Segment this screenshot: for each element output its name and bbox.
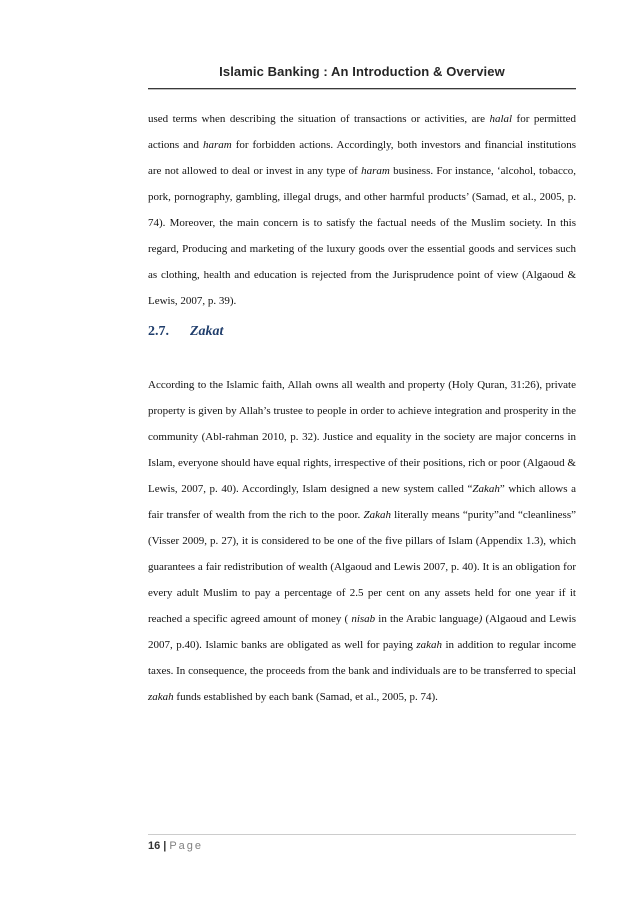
section-title: Zakat — [190, 324, 224, 339]
page-label: Page — [169, 840, 204, 852]
footer-divider — [148, 834, 576, 835]
paragraph-halal-haram: used terms when describing the situation of transactions or activities, are halal for permitted actions and haram for forbidden actions. Accordingly, both investors and financial institutions are not allowed to deal or invest in any type of haram business. For instance, ‘alcohol, tobacco, pork, pornography, gambling, illegal drugs, and other harmful products’ (Samad, et al., 2005, p. 74). Moreover, the main concern is to satisfy the factual needs of the Muslim society. In this regard, Producing and marketing of the luxury goods over the essential goods and services such as clothing, health and education is rejected from the Jurisprudence point of view (Algaoud & Lewis, 2007, p. 39). — [148, 113, 577, 307]
section-heading-zakat — [148, 324, 576, 340]
section-number: 2.7. — [148, 324, 169, 339]
header-divider — [148, 88, 576, 90]
footer-separator: | — [163, 840, 167, 852]
page-footer — [148, 840, 203, 852]
paragraph-zakat: According to the Islamic faith, Allah owns all wealth and property (Holy Quran, 31:26), private property is given by Allah’s trustee to people in order to achieve integration and prosperity in the community (Abl-rahman 2010, p. 32). Justice and equality in the society are major concerns in Islam, everyone should have equal rights, irrespective of their positions, rich or poor (Algaoud & Lewis, 2007, p. 40). Accordingly, Islam designed a new system called “Zakah” which allows a fair transfer of wealth from the rich to the poor. Zakah literally means “purity”and “cleanliness” (Visser 2009, p. 27), it is considered to be one of the five pillars of Islam (Appendix 1.3), which guarantees a fair redistribution of wealth (Algaoud and Lewis 2007, p. 40). It is an obligation for every adult Muslim to pay a percentage of 2.5 per cent on any assets held for one year if it reached a specific agreed amount of money ( nisab in the Arabic language) (Algaoud and Lewis 2007, p.40). Islamic banks are obligated as well for paying zakah in addition to regular income taxes. In consequence, the proceeds from the bank and individuals are to be transferred to special zakah funds established by each bank (Samad, et al., 2005, p. 74). — [148, 379, 577, 703]
running-header: Islamic Banking : An Introduction & Overview — [219, 64, 505, 79]
page-number: 16 — [148, 840, 161, 852]
